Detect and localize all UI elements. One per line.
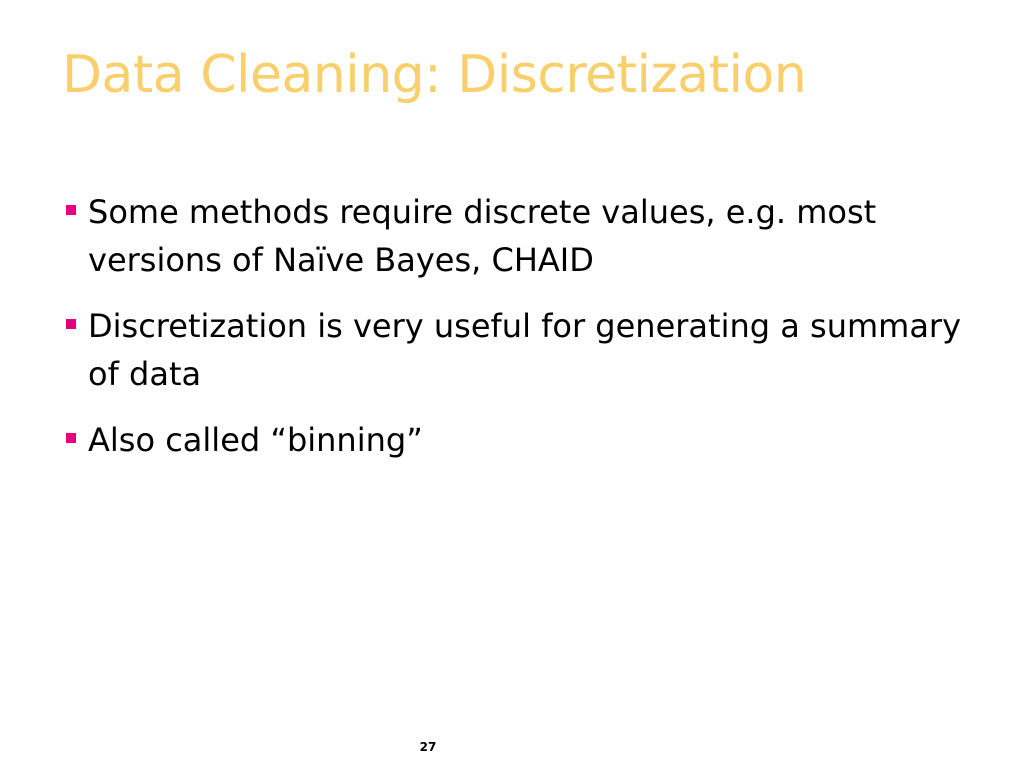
- bullet-item: [64, 416, 964, 464]
- bullet-list: [64, 188, 964, 482]
- bullet-item: [64, 188, 964, 284]
- page-number: 27: [419, 740, 437, 754]
- square-bullet-icon: [66, 205, 76, 215]
- bullet-text: Also called “binning”: [88, 421, 423, 459]
- bullet-text: Discretization is very useful for generating a summary of data: [88, 307, 962, 393]
- slide-title: Data Cleaning: Discretization: [62, 45, 807, 105]
- bullet-text: Some methods require discrete values, e.g. most versions of Naïve Bayes, CHAID: [88, 193, 877, 279]
- square-bullet-icon: [66, 433, 76, 443]
- square-bullet-icon: [66, 319, 76, 329]
- bullet-item: [64, 302, 964, 398]
